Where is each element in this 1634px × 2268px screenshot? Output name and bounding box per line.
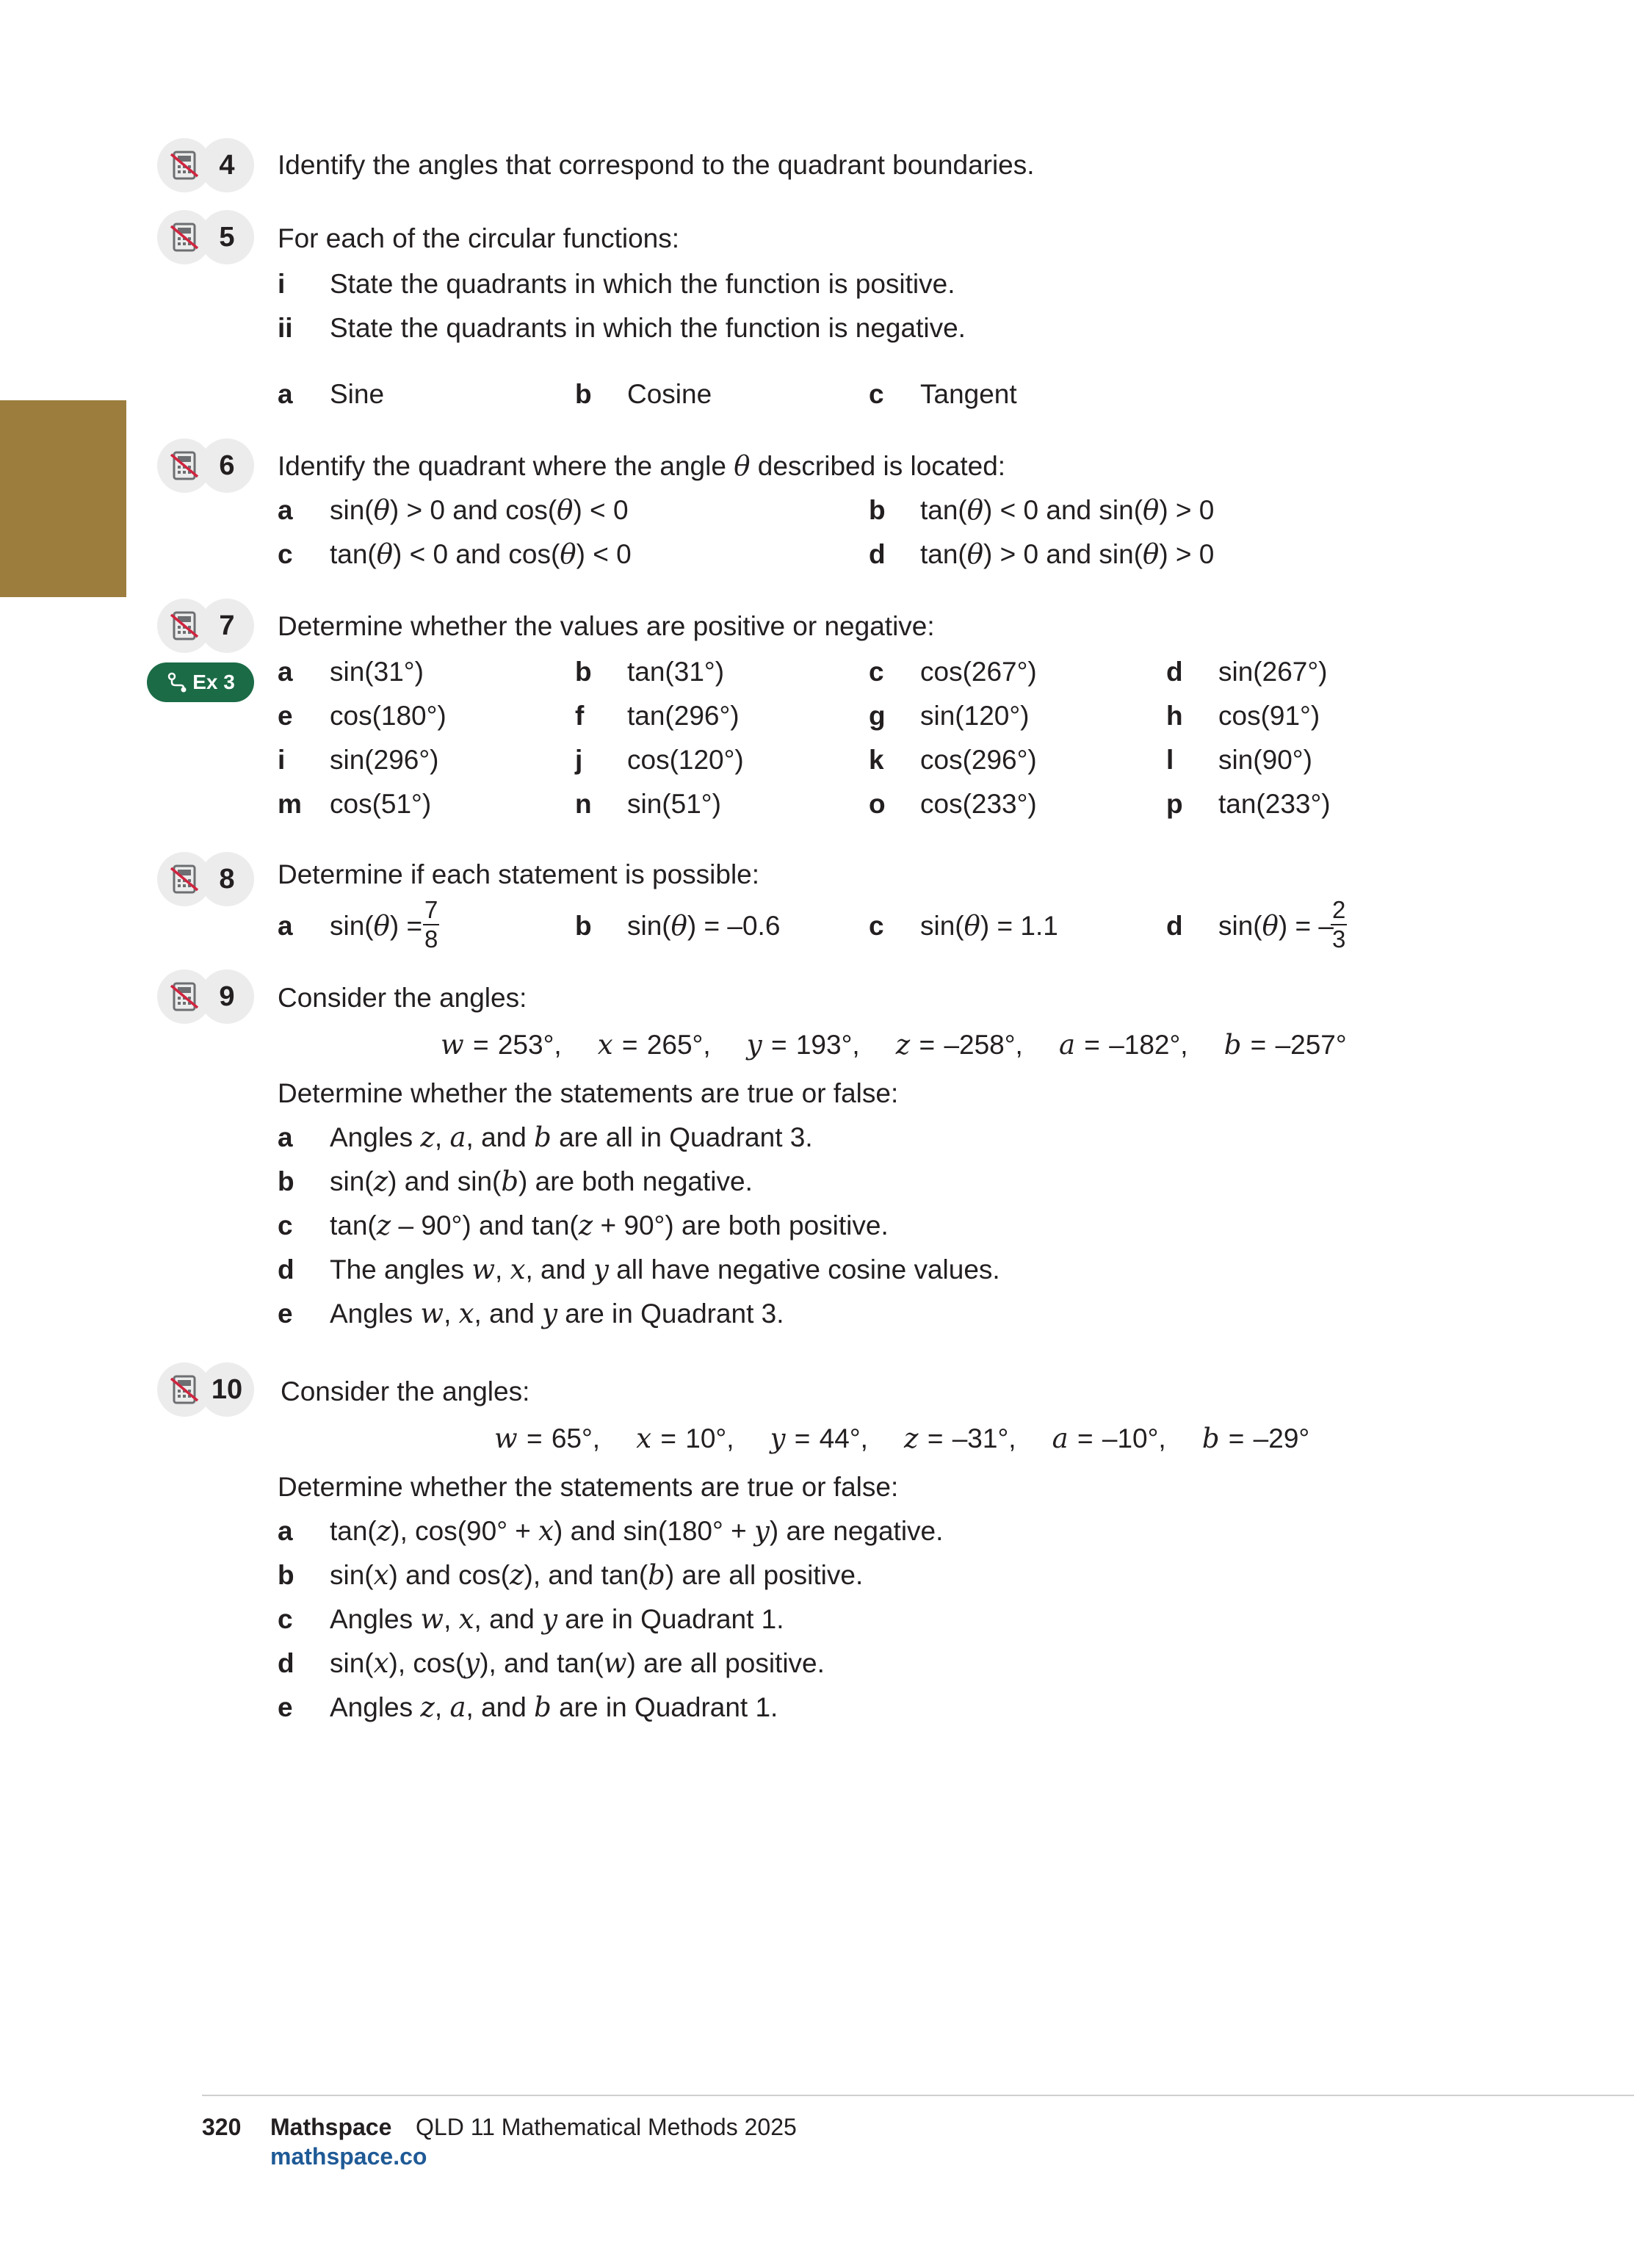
part-text: tan(z – 90°) and tan(z + 90°) are both positive. xyxy=(330,1210,889,1241)
part-text: tan(296°) xyxy=(627,701,740,731)
question-number: 10 xyxy=(200,1362,254,1417)
part-label: m xyxy=(278,789,302,819)
part-text: sin(θ) = xyxy=(330,910,423,942)
example-badge-label: Ex 3 xyxy=(192,671,235,693)
roman-text: State the quadrants in which the function is positive. xyxy=(330,269,955,299)
worked-example-icon xyxy=(166,671,188,693)
part-text: sin(267°) xyxy=(1218,657,1328,687)
part-text: sin(θ) > 0 and cos(θ) < 0 xyxy=(330,494,629,526)
part-text: sin(296°) xyxy=(330,745,439,775)
part-text: Angles z, a, and b are all in Quadrant 3. xyxy=(330,1122,813,1153)
question-text: Determine whether the values are positive or negative: xyxy=(278,611,935,641)
part-label: a xyxy=(278,495,293,525)
fraction xyxy=(1331,896,1347,953)
question-text: Determine if each statement is possible: xyxy=(278,859,760,889)
part-text: sin(θ) = – xyxy=(1218,910,1334,942)
part-label: c xyxy=(278,1210,293,1240)
angle-list: w = 253°, x = 265°, y = 193°, z = –258°, a = –182°, b = –257° xyxy=(441,1029,1347,1061)
numerator: 2 xyxy=(1332,896,1346,923)
question-text: For each of the circular functions: xyxy=(278,223,680,253)
part-label: e xyxy=(278,1299,293,1329)
part-label: l xyxy=(1166,745,1174,775)
question-number: 6 xyxy=(200,438,254,493)
part-text: Sine xyxy=(330,379,385,409)
part-text: Angles w, x, and y are in Quadrant 3. xyxy=(330,1298,784,1329)
part-text: sin(z) and sin(b) are both negative. xyxy=(330,1166,753,1197)
page-number: 320 xyxy=(202,2114,242,2140)
part-label: b xyxy=(869,495,886,525)
angle-list: w = 65°, x = 10°, y = 44°, z = –31°, a = –10°, b = –29° xyxy=(494,1423,1310,1454)
roman-label: i xyxy=(278,269,286,299)
part-label: b xyxy=(575,911,592,941)
part-label: a xyxy=(278,657,293,687)
footer-link[interactable]: mathspace.co xyxy=(270,2143,427,2170)
question-text: Consider the angles: xyxy=(281,1376,530,1406)
part-text: cos(267°) xyxy=(920,657,1037,687)
part-label: h xyxy=(1166,701,1183,731)
question-number: 5 xyxy=(200,210,254,264)
chapter-side-tab xyxy=(0,400,126,597)
instruction-text: Determine whether the statements are true or false: xyxy=(278,1472,899,1502)
part-label: b xyxy=(278,1560,294,1590)
part-label: d xyxy=(869,539,886,569)
part-text: tan(θ) > 0 and sin(θ) > 0 xyxy=(920,538,1215,570)
question-number: 8 xyxy=(200,852,254,906)
roman-text: State the quadrants in which the function is negative. xyxy=(330,313,966,343)
part-label: c xyxy=(278,1604,293,1634)
footer-book-title: QLD 11 Mathematical Methods 2025 xyxy=(416,2114,797,2140)
part-label: a xyxy=(278,379,293,409)
denominator: 8 xyxy=(424,925,438,953)
part-text: sin(θ) = 1.1 xyxy=(920,910,1058,942)
part-text: cos(180°) xyxy=(330,701,447,731)
part-label: c xyxy=(278,539,293,569)
part-text: tan(233°) xyxy=(1218,789,1331,819)
part-label: e xyxy=(278,1692,293,1722)
part-text: tan(θ) < 0 and sin(θ) > 0 xyxy=(920,494,1215,526)
part-text: sin(51°) xyxy=(627,789,721,819)
fraction xyxy=(423,896,439,953)
part-label: b xyxy=(278,1166,294,1196)
part-text: cos(91°) xyxy=(1218,701,1320,731)
part-text: sin(90°) xyxy=(1218,745,1312,775)
part-label: j xyxy=(575,745,583,775)
part-label: i xyxy=(278,745,286,775)
part-label: b xyxy=(575,657,592,687)
part-text: sin(120°) xyxy=(920,701,1030,731)
part-text: tan(z), cos(90° + x) and sin(180° + y) are negative. xyxy=(330,1515,944,1547)
part-text: sin(x), cos(y), and tan(w) are all positive. xyxy=(330,1647,825,1679)
footer-divider xyxy=(202,2095,1634,2096)
part-label: a xyxy=(278,1516,293,1546)
part-label: o xyxy=(869,789,886,819)
part-label: n xyxy=(575,789,592,819)
part-label: d xyxy=(1166,657,1183,687)
part-label: b xyxy=(575,379,592,409)
part-text: cos(296°) xyxy=(920,745,1037,775)
part-text: Cosine xyxy=(627,379,712,409)
part-label: a xyxy=(278,911,293,941)
part-label: d xyxy=(278,1648,294,1678)
part-label: d xyxy=(278,1254,294,1285)
question-number: 4 xyxy=(200,138,254,192)
example-link-button[interactable] xyxy=(147,662,254,702)
part-text: cos(51°) xyxy=(330,789,432,819)
part-label: c xyxy=(869,657,884,687)
part-label: d xyxy=(1166,911,1183,941)
question-text: Identify the quadrant where the angle θ described is located: xyxy=(278,450,1006,482)
part-text: tan(θ) < 0 and cos(θ) < 0 xyxy=(330,538,632,570)
part-text: sin(31°) xyxy=(330,657,424,687)
part-text: cos(233°) xyxy=(920,789,1037,819)
numerator: 7 xyxy=(424,896,438,923)
part-text: cos(120°) xyxy=(627,745,744,775)
part-label: p xyxy=(1166,789,1183,819)
part-label: c xyxy=(869,379,884,409)
roman-label: ii xyxy=(278,313,293,343)
part-label: c xyxy=(869,911,884,941)
instruction-text: Determine whether the statements are true or false: xyxy=(278,1078,899,1108)
question-number: 9 xyxy=(200,969,254,1024)
denominator: 3 xyxy=(1332,925,1346,953)
part-label: g xyxy=(869,701,886,731)
question-number: 7 xyxy=(200,599,254,653)
part-text: sin(θ) = –0.6 xyxy=(627,910,781,942)
part-text: tan(31°) xyxy=(627,657,725,687)
question-text: Consider the angles: xyxy=(278,983,527,1013)
footer-brand: Mathspace xyxy=(270,2114,392,2140)
question-text: Identify the angles that correspond to the quadrant boundaries. xyxy=(278,150,1035,180)
part-label: e xyxy=(278,701,293,731)
part-label: k xyxy=(869,745,884,775)
part-label: f xyxy=(575,701,585,731)
part-text: Angles z, a, and b are in Quadrant 1. xyxy=(330,1691,778,1723)
part-text: Tangent xyxy=(920,379,1017,409)
part-label: a xyxy=(278,1122,293,1152)
part-text: The angles w, x, and y all have negative cosine values. xyxy=(330,1254,1000,1285)
part-text: sin(x) and cos(z), and tan(b) are all positive. xyxy=(330,1559,864,1591)
part-text: Angles w, x, and y are in Quadrant 1. xyxy=(330,1603,784,1635)
